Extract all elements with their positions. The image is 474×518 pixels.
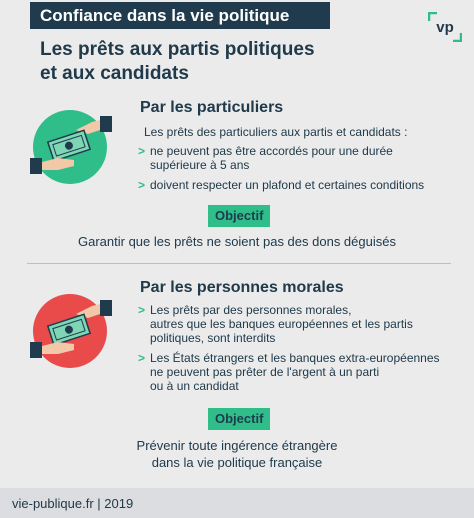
divider xyxy=(27,263,451,264)
chevron-right-icon: > xyxy=(138,351,146,365)
objective-text: Prévenir toute ingérence étrangère dans la vie politique française xyxy=(136,438,338,470)
objective-text: Garantir que les prêts ne soient pas des dons déguisés xyxy=(78,234,396,249)
bullet-list-personnes-morales xyxy=(138,303,468,399)
list-item: > doivent respecter un plafond et certaines conditions xyxy=(138,178,425,192)
money-handover-icon-green xyxy=(28,100,122,194)
section-intro: Les prêts des particuliers aux partis et candidats : xyxy=(144,125,408,139)
chevron-right-icon: > xyxy=(138,178,146,192)
section-heading-personnes-morales: Par les personnes morales xyxy=(140,279,344,296)
bullet-list-particuliers xyxy=(138,144,468,198)
objective-badge: Objectif xyxy=(208,205,270,227)
vie-publique-logo xyxy=(428,12,462,42)
page-title-line-1: Les prêts aux partis politiques xyxy=(40,39,315,60)
section-heading-particuliers: Par les particuliers xyxy=(140,99,284,116)
list-item: > Les prêts par des personnes morales, autres que les banques européennes et les partis politiques, sont interdits xyxy=(138,303,413,345)
chevron-right-icon: > xyxy=(138,144,146,158)
logo-text: vp xyxy=(436,19,454,36)
list-item: > Les États étrangers et les banques extra-européennes ne peuvent pas prêter de l'argent à un parti ou à un candidat xyxy=(138,351,440,393)
list-item: > ne peuvent pas être accordés pour une durée supérieure à 5 ans xyxy=(138,144,393,172)
page-title-line-2: et aux candidats xyxy=(40,63,189,84)
header-banner: Confiance dans la vie politique xyxy=(30,2,330,29)
objective-badge: Objectif xyxy=(208,408,270,430)
money-handover-icon-red xyxy=(28,284,122,378)
page-title xyxy=(40,38,420,86)
chevron-right-icon: > xyxy=(138,303,146,317)
footer-source: vie-publique.fr | 2019 xyxy=(0,488,474,518)
